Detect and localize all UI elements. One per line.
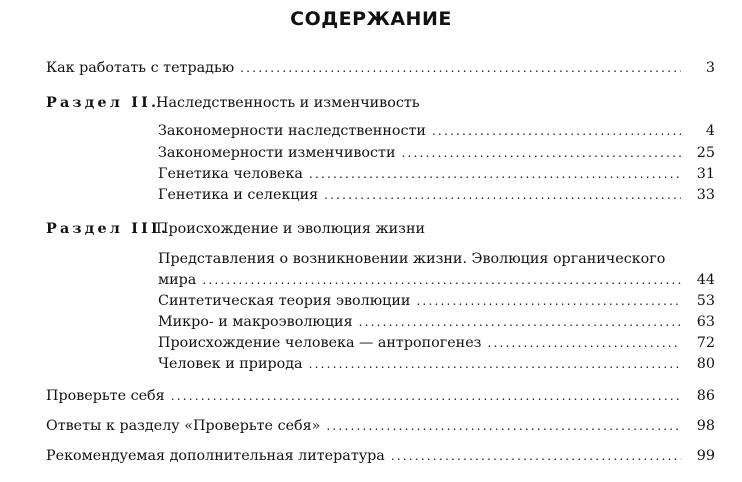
toc-entry-label: Происхождение человека — антропогенез xyxy=(158,335,482,351)
toc-entry xyxy=(158,291,715,311)
section-heading-3 xyxy=(46,219,425,239)
toc-leader-dots xyxy=(326,416,681,436)
toc-leader-dots xyxy=(309,354,681,374)
toc-entry xyxy=(158,354,715,374)
toc-entry xyxy=(158,164,715,184)
toc-entry xyxy=(158,185,715,205)
section-heading-2 xyxy=(46,93,420,113)
toc-leader-dots xyxy=(309,164,681,184)
toc-entry-intro xyxy=(46,58,715,78)
toc-leader-dots xyxy=(391,446,681,466)
toc-entry-literature xyxy=(46,446,715,466)
toc-entry-label-line1: Представления о возникновении жизни. Эволюция органического xyxy=(158,251,666,267)
toc-leader-dots xyxy=(171,386,681,406)
toc-entry-label: Генетика и селекция xyxy=(158,187,319,203)
toc-entry-label: Закономерности изменчивости xyxy=(158,145,396,161)
toc-entry-page: 86 xyxy=(696,388,715,404)
toc-entry-page: 63 xyxy=(696,314,715,330)
toc-entry-label: Проверьте себя xyxy=(46,388,165,404)
section-label: Раздел II. xyxy=(46,95,160,111)
toc-leader-dots xyxy=(202,270,681,290)
toc-entry xyxy=(158,143,715,163)
toc-leader-dots xyxy=(324,185,681,205)
toc-entry-page: 33 xyxy=(696,187,715,203)
toc-entry xyxy=(158,121,715,141)
page-title: СОДЕРЖАНИЕ xyxy=(290,8,452,30)
toc-entry-label: Рекомендуемая дополнительная литература xyxy=(46,448,385,464)
toc-entry-page: 3 xyxy=(705,60,715,76)
toc-entry-page: 31 xyxy=(696,166,715,182)
toc-entry-label: Микро- и макроэволюция xyxy=(158,314,353,330)
toc-leader-dots xyxy=(359,312,681,332)
toc-entry-page: 72 xyxy=(696,335,715,351)
toc-entry-label: Закономерности наследственности xyxy=(158,123,426,139)
toc-entry-label: Синтетическая теория эволюции xyxy=(158,293,411,309)
section-title: Наследственность и изменчивость xyxy=(156,95,420,111)
toc-leader-dots xyxy=(416,291,681,311)
toc-entry-label: Генетика человека xyxy=(158,166,303,182)
toc-entry-answers xyxy=(46,416,715,436)
toc-entry-page: 53 xyxy=(696,293,715,309)
toc-leader-dots xyxy=(432,121,681,141)
toc-entry-self-check xyxy=(46,386,715,406)
toc-leader-dots xyxy=(487,333,681,353)
toc-entry-label: мира xyxy=(158,272,197,288)
toc-entry-page: 98 xyxy=(696,418,715,434)
toc-entry-label: Человек и природа xyxy=(158,356,303,372)
section-label: Раздел III. xyxy=(46,221,170,237)
toc-leader-dots xyxy=(240,58,681,78)
toc-entry-page: 4 xyxy=(705,123,715,139)
toc-entry-page: 25 xyxy=(696,145,715,161)
toc-entry-page: 80 xyxy=(696,356,715,372)
toc-entry-page: 99 xyxy=(696,448,715,464)
toc-entry-page: 44 xyxy=(696,272,715,288)
section-title: Происхождение и эволюция жизни xyxy=(156,221,426,237)
toc-entry xyxy=(158,270,715,290)
toc-entry xyxy=(158,312,715,332)
toc-entry-label: Ответы к разделу «Проверьте себя» xyxy=(46,418,321,434)
toc-entry-label: Как работать с тетрадью xyxy=(46,60,235,76)
toc-entry xyxy=(158,333,715,353)
toc-leader-dots xyxy=(402,143,682,163)
